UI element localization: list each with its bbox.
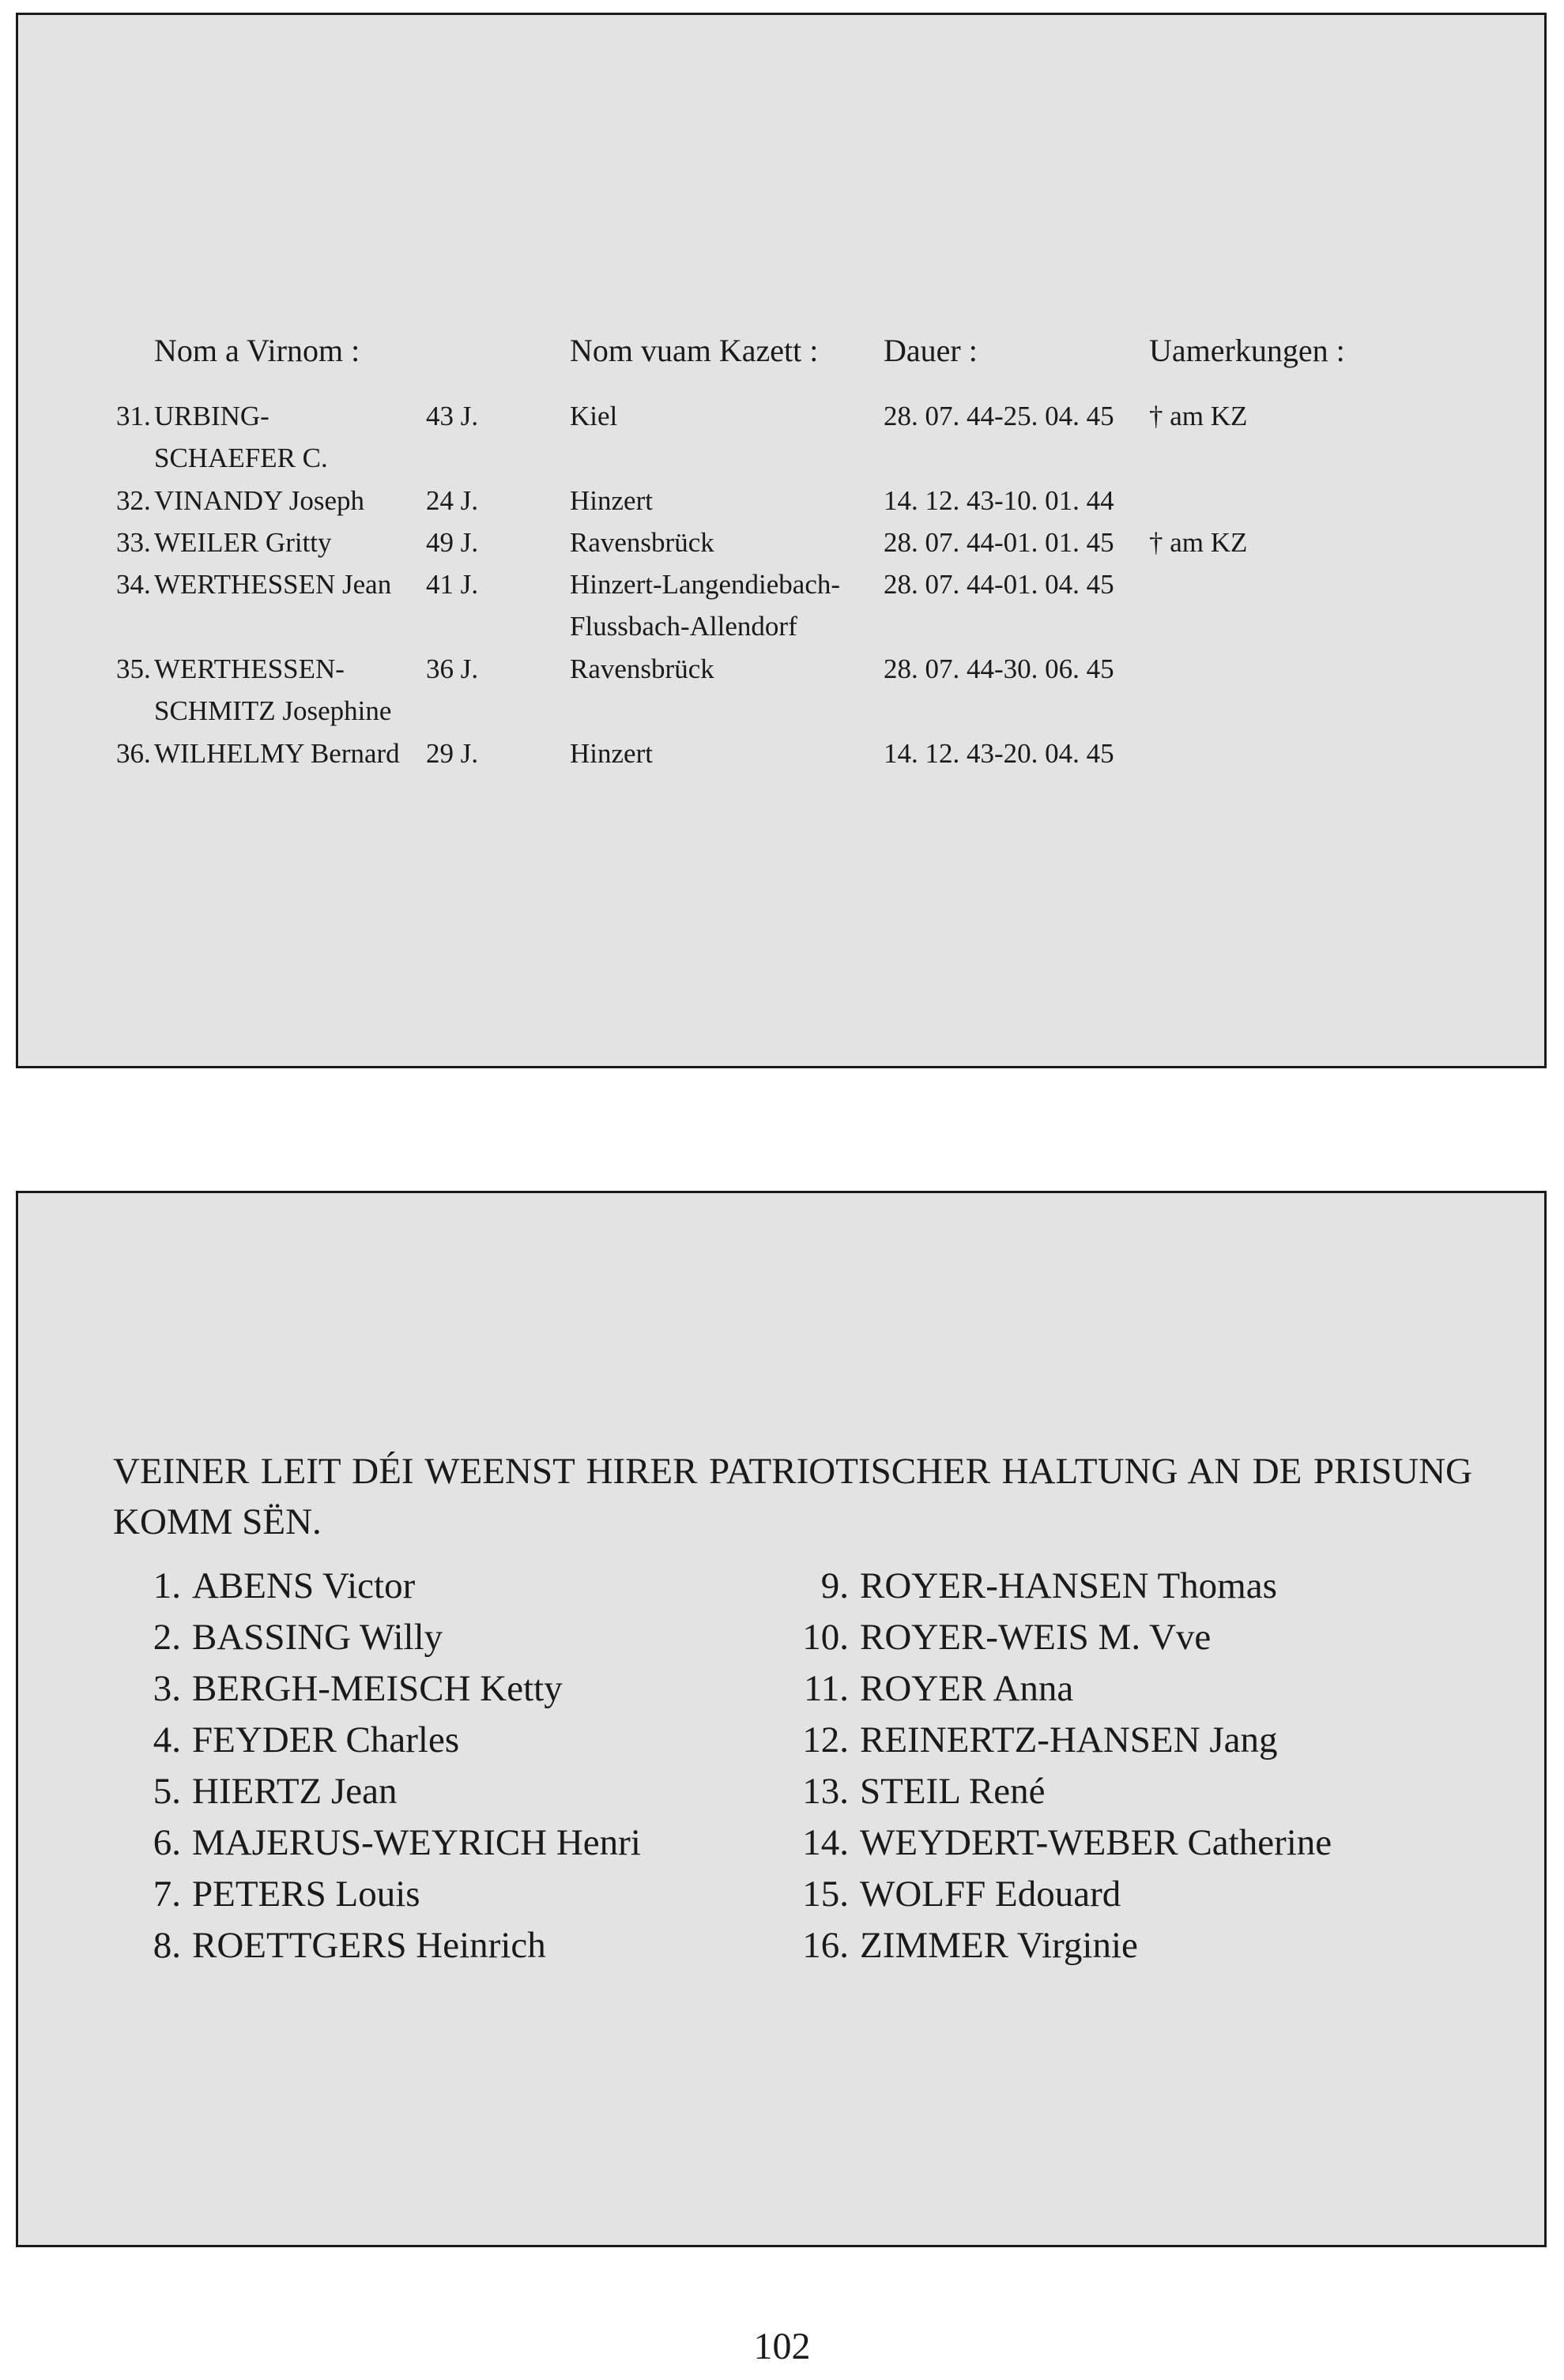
item-number: 6. <box>153 1822 181 1863</box>
row-camp: Hinzert-Langendiebach- <box>570 569 841 600</box>
item-number: 2. <box>153 1617 181 1658</box>
item-name: MAJERUS-WEYRICH Henri <box>192 1822 641 1863</box>
row-camp: Hinzert <box>570 485 653 516</box>
prison-list-panel <box>16 1191 1547 2247</box>
row-name: URBING- <box>154 401 269 431</box>
item-name: ROYER Anna <box>860 1668 1074 1709</box>
row-name: WERTHESSEN Jean <box>154 569 392 600</box>
header-duration: Dauer : <box>884 333 978 368</box>
row-number: 33. <box>116 527 151 558</box>
item-name: STEIL René <box>860 1771 1046 1812</box>
row-name-continued: SCHMITZ Josephine <box>154 695 392 726</box>
row-age: 29 J. <box>426 738 479 769</box>
item-number: 3. <box>153 1668 181 1709</box>
row-name-continued: SCHAEFER C. <box>154 442 328 473</box>
item-number: 7. <box>153 1873 181 1915</box>
item-number: 4. <box>153 1719 181 1761</box>
row-name: VINANDY Joseph <box>154 485 365 516</box>
item-name: ROETTGERS Heinrich <box>192 1925 546 1966</box>
header-name: Nom a Virnom : <box>154 333 360 368</box>
row-remark: † am KZ <box>1149 401 1248 431</box>
item-number: 16. <box>802 1925 849 1966</box>
item-name: WEYDERT-WEBER Catherine <box>860 1822 1332 1863</box>
list-heading: VEINER LEIT DÉI WEENST HIRER PATRIOTISCHER HALTUNG AN DE PRISUNG KOMM SËN. <box>113 1451 1472 1542</box>
row-duration: 14. 12. 43-20. 04. 45 <box>884 738 1114 769</box>
row-age: 49 J. <box>426 527 479 558</box>
item-name: ROYER-WEIS M. Vve <box>860 1617 1212 1658</box>
row-camp: Ravensbrück <box>570 653 714 684</box>
row-name: WEILER Gritty <box>154 527 332 558</box>
row-remark: † am KZ <box>1149 527 1248 558</box>
row-number: 34. <box>116 569 151 600</box>
row-age: 36 J. <box>426 653 479 684</box>
header-remarks: Uamerkungen : <box>1149 333 1345 368</box>
item-number: 12. <box>802 1719 849 1761</box>
row-number: 36. <box>116 738 151 769</box>
row-duration: 14. 12. 43-10. 01. 44 <box>884 485 1114 516</box>
item-number: 14. <box>802 1822 849 1863</box>
item-name: BERGH-MEISCH Ketty <box>192 1668 563 1709</box>
row-duration: 28. 07. 44-01. 04. 45 <box>884 569 1114 600</box>
item-number: 9. <box>820 1565 849 1606</box>
item-number: 1. <box>153 1565 181 1606</box>
item-number: 13. <box>802 1771 849 1812</box>
row-name: WILHELMY Bernard <box>154 738 400 769</box>
row-age: 41 J. <box>426 569 479 600</box>
page-number: 102 <box>753 2325 811 2367</box>
row-duration: 28. 07. 44-25. 04. 45 <box>884 401 1114 431</box>
row-camp: Hinzert <box>570 738 653 769</box>
row-camp: Ravensbrück <box>570 527 714 558</box>
item-name: ABENS Victor <box>192 1565 416 1606</box>
item-name: WOLFF Edouard <box>860 1873 1121 1915</box>
item-number: 11. <box>803 1668 849 1709</box>
row-duration: 28. 07. 44-30. 06. 45 <box>884 653 1114 684</box>
row-number: 35. <box>116 653 151 684</box>
header-camp: Nom vuam Kazett : <box>570 333 819 368</box>
row-duration: 28. 07. 44-01. 01. 45 <box>884 527 1114 558</box>
row-number: 31. <box>116 401 151 431</box>
item-name: BASSING Willy <box>192 1617 443 1658</box>
item-number: 10. <box>802 1617 849 1658</box>
item-name: ZIMMER Virginie <box>860 1925 1138 1966</box>
item-name: PETERS Louis <box>192 1873 420 1915</box>
item-number: 15. <box>802 1873 849 1915</box>
item-number: 8. <box>153 1925 181 1966</box>
item-name: HIERTZ Jean <box>192 1771 398 1812</box>
row-name: WERTHESSEN- <box>154 653 345 684</box>
item-number: 5. <box>153 1771 181 1812</box>
row-number: 32. <box>116 485 151 516</box>
row-camp-continued: Flussbach-Allendorf <box>570 611 797 642</box>
camp-table-panel <box>16 13 1547 1068</box>
item-name: ROYER-HANSEN Thomas <box>860 1565 1277 1606</box>
row-age: 24 J. <box>426 485 479 516</box>
item-name: REINERTZ-HANSEN Jang <box>860 1719 1278 1761</box>
item-name: FEYDER Charles <box>192 1719 460 1761</box>
row-age: 43 J. <box>426 401 479 431</box>
row-camp: Kiel <box>570 401 618 431</box>
